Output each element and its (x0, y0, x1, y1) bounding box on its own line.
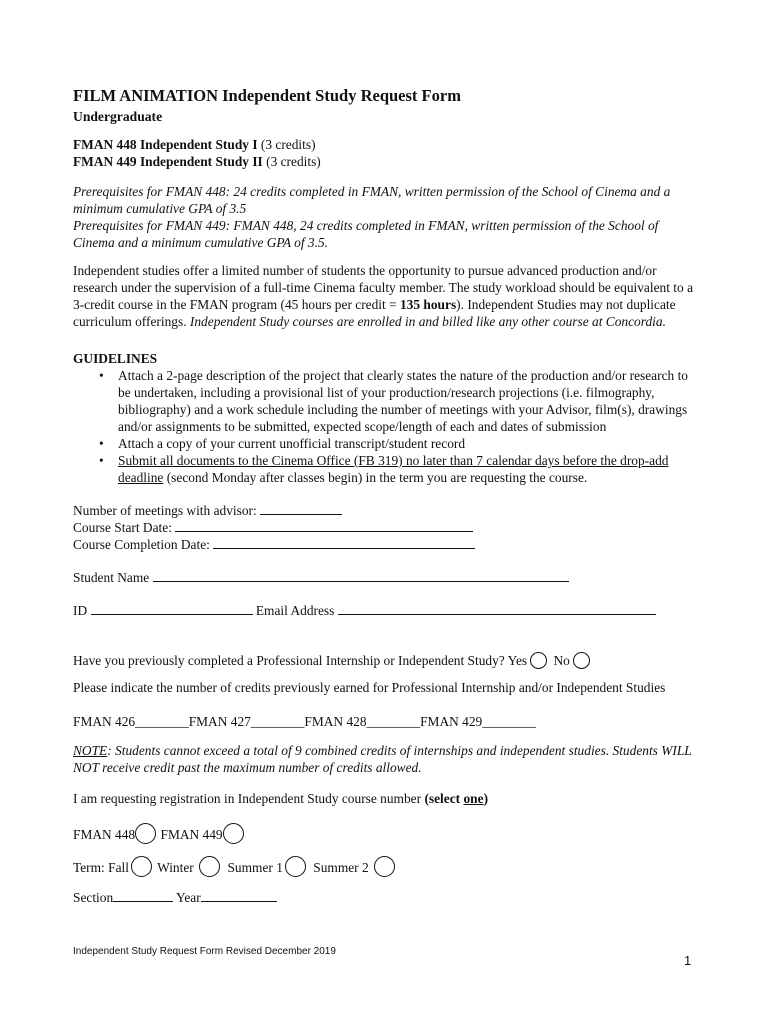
summer2-label: Summer 2 (313, 860, 369, 875)
meetings-label: Number of meetings with advisor: (73, 503, 257, 518)
credits-prompt: Please indicate the number of credits previously earned for Professional Internship and/or Independent Studies (73, 680, 666, 695)
advisor-fields (73, 502, 701, 553)
fman-427-input[interactable]: ________ (250, 714, 305, 729)
prerequisites (73, 183, 701, 251)
start-date-input[interactable] (175, 519, 473, 532)
fall-radio[interactable] (131, 856, 152, 877)
summer1-radio[interactable] (285, 856, 306, 877)
fman-449-label: FMAN 449 (160, 827, 223, 842)
bullet-icon: • (99, 436, 104, 451)
registration-prompt: I am requesting registration in Independent Study course number (select one) (73, 791, 489, 806)
intro-paragraph: Independent studies offer a limited number of students the opportunity to pursue advanced production and/or research under the supervision of a full-time Cinema faculty member. The study workload should be equivalent to a 3-credit course in the FMAN program (45 hours per credit = 135 hours). Independent Studies may not duplicate curriculum offerings. Independent Study courses are enrolled in and billed like any other course at Concordia. (73, 263, 694, 329)
year-label: Year (176, 890, 201, 905)
meetings-input[interactable] (260, 502, 342, 515)
course-list (73, 136, 701, 170)
fman-448-radio[interactable] (135, 823, 156, 844)
fman-426-input[interactable]: ________ (135, 714, 189, 729)
footer-text: Independent Study Request Form Revised December 2019 (73, 946, 336, 957)
list-item: • Attach a 2-page description of the project that clearly states the nature of the production and/or research to be undertaken, including a provisional list of your production/research projections (i.e. filmography, bibliography) and a work schedule including the number of meetings with your Advisor, film(s), drawings and/or assignments to be submitted, expected scope/length of each and dates of submission (99, 368, 688, 434)
section-label: Section (73, 890, 114, 905)
section-year-row (73, 889, 701, 906)
yes-radio[interactable] (530, 652, 547, 669)
no-radio[interactable] (573, 652, 590, 669)
term-row (73, 856, 701, 877)
bullet-icon: • (99, 453, 104, 468)
summer2-radio[interactable] (374, 856, 395, 877)
prereq-448: Prerequisites for FMAN 448: 24 credits completed in FMAN, written permission of the School of Cinema and a minimum cumulative GPA of 3.5 (73, 184, 671, 216)
completion-date-input[interactable] (213, 536, 475, 549)
fman-448-label: FMAN 448 (73, 827, 136, 842)
note-paragraph: NOTE: Students cannot exceed a total of 9 combined credits of internships and independent studies. Students WILL NOT receive credit past the maximum number of credits allowed. (73, 743, 692, 775)
fman-449-radio[interactable] (223, 823, 244, 844)
completion-date-label: Course Completion Date: (73, 537, 210, 552)
student-name-input[interactable] (153, 569, 569, 582)
fman-429-input[interactable]: ________ (482, 714, 536, 729)
winter-radio[interactable] (199, 856, 220, 877)
page-number: 1 (684, 953, 692, 968)
list-item: • Submit all documents to the Cinema Office (FB 319) no later than 7 calendar days before the drop-add deadline (second Monday after classes begin) in the term you are requesting the course. (99, 453, 669, 485)
course-fman-449: FMAN 449 Independent Study II (3 credits) (73, 154, 321, 169)
id-label: ID (73, 603, 88, 618)
section-input[interactable] (113, 889, 173, 902)
start-date-label: Course Start Date: (73, 520, 172, 535)
year-input[interactable] (201, 889, 277, 902)
list-item: • Attach a copy of your current unofficial transcript/student record (99, 436, 466, 451)
course-select-row (73, 823, 701, 844)
guidelines-section (73, 350, 701, 486)
internship-question: Have you previously completed a Professional Internship or Independent Study? Yes No (73, 652, 701, 669)
yes-label: Yes (507, 653, 528, 668)
bullet-icon: • (99, 368, 104, 383)
prereq-449: Prerequisites for FMAN 449: FMAN 448, 24 credits completed in FMAN, written permission of the School of Cinema and a minimum cumulative GPA of 3.5. (73, 218, 659, 250)
course-fman-448: FMAN 448 Independent Study I (3 credits) (73, 137, 316, 152)
id-input[interactable] (91, 602, 253, 615)
fman-428-input[interactable]: ________ (366, 714, 421, 729)
form-page (73, 86, 701, 906)
fall-label: Fall (108, 860, 129, 875)
form-subtitle: Undergraduate (73, 109, 163, 124)
guidelines-list (73, 367, 701, 486)
guidelines-heading: GUIDELINES (73, 351, 158, 366)
no-label: No (553, 653, 570, 668)
email-label: Email Address (255, 603, 335, 618)
prior-credits-row: FMAN 426________FMAN 427________FMAN 428________FMAN 429________ (73, 714, 536, 729)
winter-label: Winter (157, 860, 194, 875)
summer1-label: Summer 1 (227, 860, 283, 875)
term-label: Term: (73, 860, 105, 875)
student-name-label: Student Name (73, 570, 150, 585)
email-input[interactable] (338, 602, 656, 615)
form-title: FILM ANIMATION Independent Study Request Form (73, 86, 461, 105)
